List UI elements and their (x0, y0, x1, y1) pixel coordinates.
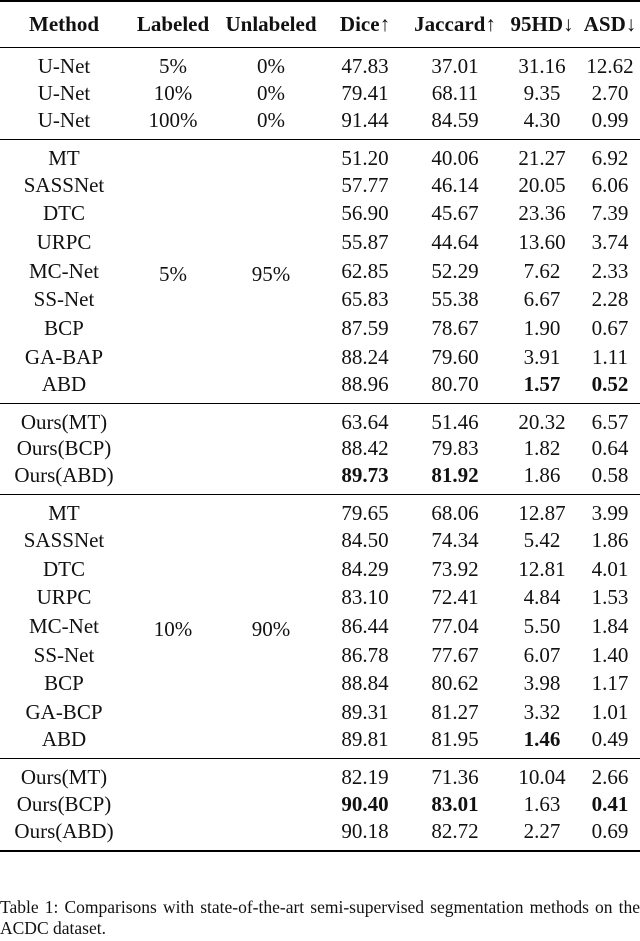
cell-dice: 83.10 (341, 585, 389, 610)
cell-dice: 84.50 (341, 528, 389, 553)
table-row (0, 435, 640, 464)
cell-dice: 56.90 (341, 201, 389, 226)
cell-labeled (128, 403, 218, 435)
cell-jaccard: 81.27 (431, 700, 479, 725)
cell-unlabeled (218, 819, 324, 851)
cell-95hd: 1.46 (523, 727, 561, 751)
caption-text: Comparisons with state-of-the-art semi-supervised segmentation methods on the ACDC dataset. (0, 897, 640, 938)
cell-jaccard: 45.67 (431, 201, 479, 226)
table-row (0, 139, 640, 171)
cell-unlabeled (218, 759, 324, 791)
cell-asd: 6.06 (591, 172, 629, 197)
cell-jaccard: 80.62 (431, 671, 479, 696)
cell-95hd: 3.91 (523, 344, 561, 369)
table-header (0, 1, 640, 48)
cell-jaccard: 84.59 (431, 107, 479, 132)
cell-jaccard: 77.04 (431, 614, 479, 639)
cell-asd: 0.99 (591, 107, 629, 132)
cell-dice: 79.65 (324, 495, 406, 527)
cell-method: U-Net (37, 54, 91, 78)
cell-method: Ours(BCP) (16, 436, 112, 461)
cell-95hd: 12.81 (518, 556, 566, 581)
cell-95hd: 1.90 (523, 315, 561, 340)
caption-label: Table 1: (0, 897, 59, 917)
cell-jaccard: 72.41 (431, 585, 479, 610)
cell-jaccard: 78.67 (431, 315, 479, 340)
cell-asd: 2.70 (591, 80, 629, 105)
cell-asd: 0.41 (591, 791, 629, 816)
cell-unlabeled: 0% (257, 54, 285, 78)
section-5pct-methods (0, 139, 640, 403)
cell-95hd: 5.50 (523, 614, 561, 639)
table-row (0, 495, 640, 527)
cell-95hd: 10.04 (504, 759, 580, 791)
cell-jaccard: 83.01 (431, 791, 479, 816)
cell-95hd: 13.60 (518, 229, 566, 254)
cell-method: BCP (44, 671, 84, 696)
cell-dice: 65.83 (341, 287, 389, 312)
cell-95hd: 4.30 (523, 107, 561, 132)
cell-jaccard: 68.06 (406, 495, 504, 527)
cell-95hd: 1.82 (523, 436, 561, 461)
cell-95hd: 1.57 (523, 371, 561, 396)
cell-asd: 1.17 (591, 671, 629, 696)
cell-asd: 0.64 (591, 436, 629, 461)
cell-jaccard: 79.60 (431, 344, 479, 369)
cell-dice: 86.44 (341, 614, 389, 639)
cell-asd: 1.53 (591, 585, 629, 610)
cell-95hd: 6.67 (523, 287, 561, 312)
table-row (0, 108, 640, 140)
cell-method: Ours(MT) (0, 759, 128, 791)
cell-labeled (128, 759, 218, 791)
cell-method: Ours(ABD) (0, 819, 128, 851)
cell-dice: 51.20 (324, 139, 406, 171)
cell-method: GA-BAP (24, 344, 104, 369)
cell-95hd: 23.36 (518, 201, 566, 226)
cell-labeled: 10% (153, 80, 193, 105)
cell-jaccard: 55.38 (431, 287, 479, 312)
cell-dice: 90.18 (324, 819, 406, 851)
cell-dice: 89.81 (341, 727, 389, 751)
section-10pct-methods (0, 495, 640, 759)
cell-jaccard: 73.92 (431, 556, 479, 581)
table-row (0, 48, 640, 80)
cell-dice: 57.77 (341, 172, 389, 197)
cell-asd: 2.33 (591, 258, 629, 283)
cell-95hd: 1.63 (523, 791, 561, 816)
cell-labeled: 10% (128, 495, 218, 759)
cell-asd: 3.99 (580, 495, 640, 527)
cell-method: SASSNet (23, 172, 105, 197)
cell-jaccard: 79.83 (431, 436, 479, 461)
cell-jaccard: 46.14 (431, 172, 479, 197)
cell-95hd: 31.16 (518, 54, 566, 78)
cell-95hd: 9.35 (523, 80, 561, 105)
cell-method: U-Net (37, 80, 91, 105)
cell-asd: 1.86 (591, 528, 629, 553)
cell-dice: 88.96 (341, 371, 389, 396)
cell-method: DTC (43, 201, 85, 226)
cell-jaccard: 80.70 (431, 371, 479, 396)
cell-asd: 1.40 (591, 642, 629, 667)
header-jaccard: Jaccard↑ (406, 1, 504, 48)
cell-method: ABD (41, 727, 87, 751)
cell-asd: 2.28 (591, 287, 629, 312)
cell-unlabeled (218, 463, 324, 495)
cell-method: SS-Net (33, 642, 95, 667)
cell-jaccard: 81.92 (431, 463, 479, 488)
cell-95hd: 7.62 (523, 258, 561, 283)
cell-labeled (128, 790, 218, 819)
cell-jaccard: 82.72 (406, 819, 504, 851)
cell-asd: 0.69 (580, 819, 640, 851)
cell-95hd: 3.32 (523, 700, 561, 725)
cell-method: SS-Net (33, 287, 95, 312)
section-ours-5pct (0, 403, 640, 495)
cell-dice: 55.87 (341, 229, 389, 254)
cell-unlabeled (218, 790, 324, 819)
cell-labeled (128, 463, 218, 495)
cell-jaccard: 51.46 (406, 403, 504, 435)
cell-asd: 2.66 (580, 759, 640, 791)
cell-method: ABD (41, 371, 87, 396)
cell-95hd: 21.27 (504, 139, 580, 171)
cell-jaccard: 40.06 (406, 139, 504, 171)
cell-asd: 3.74 (591, 229, 629, 254)
cell-labeled: 100% (148, 107, 198, 132)
cell-dice: 47.83 (341, 54, 389, 78)
cell-method: Ours(ABD) (14, 463, 114, 488)
table-row (0, 790, 640, 819)
table-row (0, 759, 640, 791)
section-ours-10pct (0, 759, 640, 851)
table-row (0, 403, 640, 435)
table-row (0, 819, 640, 851)
cell-labeled: 5% (128, 139, 218, 403)
cell-jaccard: 81.95 (431, 727, 479, 751)
cell-method: MC-Net (29, 614, 99, 639)
cell-95hd: 20.32 (504, 403, 580, 435)
cell-dice: 79.41 (341, 80, 389, 105)
cell-asd: 12.62 (586, 54, 634, 78)
cell-jaccard: 77.67 (431, 642, 479, 667)
cell-method: GA-BCP (25, 700, 103, 725)
header-method: Method (0, 1, 128, 48)
cell-dice: 89.73 (341, 463, 389, 488)
cell-dice: 89.31 (341, 700, 389, 725)
cell-dice: 84.29 (341, 556, 389, 581)
cell-method: URPC (36, 229, 92, 254)
cell-asd: 0.67 (591, 315, 629, 340)
cell-asd: 1.11 (592, 344, 628, 369)
cell-95hd: 6.07 (523, 642, 561, 667)
cell-asd: 0.52 (591, 371, 629, 396)
header-asd: ASD↓ (580, 1, 640, 48)
cell-95hd: 5.42 (523, 528, 561, 553)
cell-dice: 62.85 (341, 258, 389, 283)
cell-method: BCP (44, 315, 84, 340)
table-row (0, 463, 640, 495)
cell-method: URPC (36, 585, 92, 610)
cell-95hd: 1.86 (523, 463, 561, 488)
cell-unlabeled: 95% (218, 139, 324, 403)
cell-method: MT (0, 139, 128, 171)
cell-method: SASSNet (23, 528, 105, 553)
cell-method: Ours(BCP) (16, 791, 112, 816)
cell-dice: 91.44 (341, 107, 389, 132)
cell-dice: 82.19 (324, 759, 406, 791)
header-unlabeled: Unlabeled (218, 1, 324, 48)
cell-95hd: 20.05 (518, 172, 566, 197)
cell-unlabeled: 0% (257, 80, 285, 105)
cell-unlabeled: 0% (257, 107, 285, 132)
cell-dice: 87.59 (341, 315, 389, 340)
cell-asd: 0.58 (591, 463, 629, 488)
cell-dice: 88.24 (341, 344, 389, 369)
header-dice: Dice↑ (324, 1, 406, 48)
table-row (0, 79, 640, 108)
cell-unlabeled (218, 435, 324, 464)
cell-jaccard: 52.29 (431, 258, 479, 283)
cell-jaccard: 68.11 (431, 80, 479, 105)
cell-jaccard: 44.64 (431, 229, 479, 254)
cell-dice: 86.78 (341, 642, 389, 667)
cell-95hd: 3.98 (523, 671, 561, 696)
cell-95hd: 4.84 (523, 585, 561, 610)
cell-asd: 7.39 (591, 201, 629, 226)
cell-asd: 1.84 (591, 614, 629, 639)
cell-labeled (128, 819, 218, 851)
cell-method: MC-Net (29, 258, 99, 283)
header-labeled: Labeled (128, 1, 218, 48)
cell-asd: 0.49 (591, 727, 629, 751)
cell-labeled (128, 435, 218, 464)
header-95hd: 95HD↓ (504, 1, 580, 48)
cell-unlabeled: 90% (218, 495, 324, 759)
cell-jaccard: 71.36 (406, 759, 504, 791)
section-unet-baselines (0, 48, 640, 140)
table-caption (0, 897, 640, 939)
cell-dice: 88.84 (341, 671, 389, 696)
cell-jaccard: 37.01 (431, 54, 479, 78)
cell-jaccard: 74.34 (431, 528, 479, 553)
cell-dice: 63.64 (324, 403, 406, 435)
cell-asd: 6.57 (580, 403, 640, 435)
cell-95hd: 2.27 (504, 819, 580, 851)
cell-dice: 88.42 (341, 436, 389, 461)
cell-unlabeled (218, 403, 324, 435)
cell-asd: 6.92 (580, 139, 640, 171)
cell-method: MT (0, 495, 128, 527)
cell-asd: 1.01 (591, 700, 629, 725)
cell-asd: 4.01 (591, 556, 629, 581)
cell-labeled: 5% (159, 54, 187, 78)
cell-95hd: 12.87 (504, 495, 580, 527)
cell-method: Ours(MT) (0, 403, 128, 435)
cell-method: U-Net (37, 107, 91, 132)
cell-dice: 90.40 (341, 791, 389, 816)
cell-method: DTC (43, 556, 85, 581)
